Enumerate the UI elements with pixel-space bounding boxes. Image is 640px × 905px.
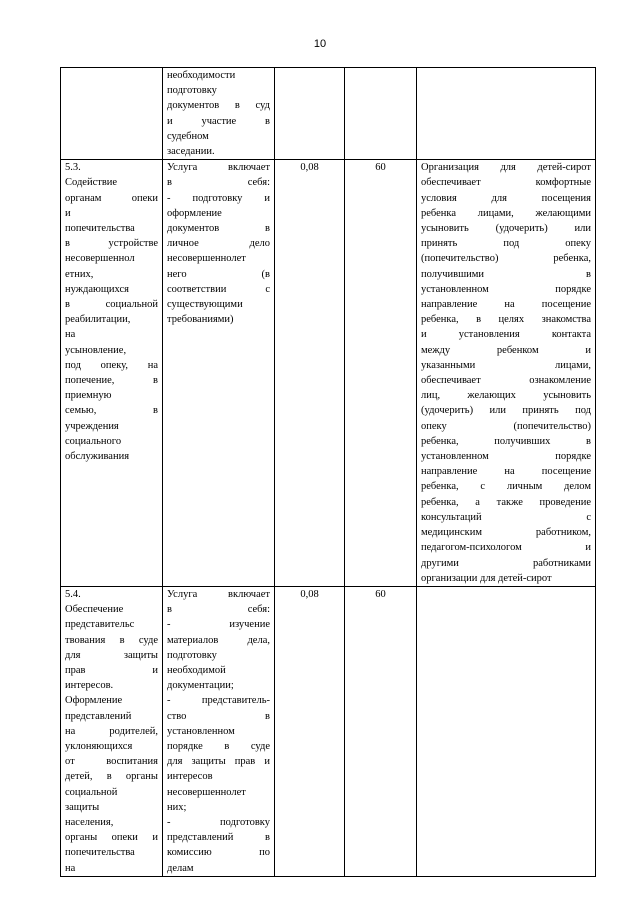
result-cell [417,160,596,587]
cell-line: ребенка, в целях знакомства [421,314,591,326]
cell-line: приемную [65,390,112,402]
cell-line: и участие в [167,115,270,127]
cell-line: другими работниками [421,557,591,569]
cell-line: от воспитания [65,756,158,768]
cell-line: в социальной [65,299,158,311]
cell-line: условия для посещения [421,192,591,204]
cell-line: ребенка, получивших в [421,435,591,447]
table-row [61,586,596,876]
page-number: 10 [313,38,327,50]
cell-line: органам опеки [65,192,158,204]
service-name-cell [61,160,163,587]
cell-line: етних, [65,268,94,280]
cell-line: - изучение [167,619,270,631]
cell-line: несовершеннолет [167,786,246,798]
cell-line: населения, [65,816,114,828]
cell-line: Организация для детей-сирот [421,162,591,174]
cell-line: консультаций с [421,511,591,523]
cell-line: Обеспечение [65,604,124,616]
cell-line: них; [167,801,187,813]
table-row [61,160,596,587]
time-cell: 60 [345,586,417,876]
coefficient-cell [275,68,345,160]
time-cell [345,68,417,160]
cell-line: интересов. [65,680,114,692]
cell-line: семью, в [65,405,158,417]
cell-line: лиц, желающих усыновить [421,390,591,402]
cell-line: Оформление [65,695,123,707]
cell-line: направление на посещение [421,466,591,478]
cell-line: учреждения [65,420,119,432]
cell-line: оформление [167,207,222,219]
cell-line: ство в [167,710,270,722]
service-name-cell [61,586,163,876]
cell-line: Услуга включает [167,162,270,174]
cell-line: социального [65,435,122,447]
cell-line: установленном [167,725,235,737]
table-row [61,68,596,160]
cell-line: защиты [65,801,100,813]
cell-line: документов в [167,223,270,235]
service-name-cell [61,68,163,160]
cell-line: подготовку [167,649,217,661]
cell-line: педагогом-психологом и [421,542,591,554]
cell-line: на [65,862,76,874]
cell-line: подготовку [167,85,217,97]
cell-line: несовершеннолет [167,253,246,265]
coefficient-cell: 0,08 [275,586,345,876]
cell-line: - подготовку и [167,192,270,204]
cell-line: требованиями) [167,314,234,326]
cell-line: порядке в суде [167,740,270,752]
cell-line: заседании. [167,146,215,158]
cell-line: установленном порядке [421,451,591,463]
cell-line: медицинским работником, [421,527,591,539]
services-table [60,67,596,877]
cell-line: судебном [167,130,209,142]
cell-line: Содействие [65,177,118,189]
cell-line: направление на посещение [421,299,591,311]
cell-line: Услуга включает [167,588,270,600]
cell-line: документов в суд [167,100,270,112]
service-content-cell [163,160,275,587]
cell-line: уклоняющихся [65,740,133,752]
cell-line: соответствии с [167,283,270,295]
cell-line: органы опеки и [65,832,158,844]
cell-line: существующими [167,299,243,311]
cell-line: обеспечивает ознакомление [421,375,591,387]
cell-line: - представитель- [167,695,270,707]
cell-line: и [65,207,71,219]
cell-line: в устройстве [65,238,158,250]
cell-line: опеку (попечительство) [421,420,591,432]
time-cell: 60 [345,160,417,587]
cell-line: материалов дела, [167,634,270,646]
cell-line: указанными лицами, [421,359,591,371]
cell-line: - подготовку [167,816,270,828]
cell-line: (попечительство) ребенка, [421,253,591,265]
cell-line: попечительства [65,847,135,859]
cell-line: попечительства [65,223,135,235]
cell-line: представлений в [167,832,270,844]
cell-line: и установления контакта [421,329,591,341]
cell-line: организации для детей-сирот [421,572,552,584]
result-cell [417,586,596,876]
cell-line: реабилитации, [65,314,131,326]
result-cell [417,68,596,160]
cell-line: комиссию по [167,847,270,859]
cell-line: 5.4. [65,588,81,600]
cell-line: детей, в органы [65,771,158,783]
cell-line: в себя: [167,604,270,616]
cell-line: ребенка, с личным делом [421,481,591,493]
cell-line: для защиты [65,649,158,661]
cell-line: усыновить (удочерить) или [421,223,591,235]
cell-line: представительс [65,619,135,631]
cell-line: под опеку, на [65,359,158,371]
cell-line: (удочерить) или принять под [421,405,591,417]
cell-line: несовершеннол [65,253,135,265]
service-content-cell [163,68,275,160]
cell-line: для защиты прав и [167,756,270,768]
cell-line: прав и [65,664,158,676]
cell-line: попечение, в [65,375,158,387]
cell-line: интересов [167,771,213,783]
cell-line: социальной [65,786,118,798]
service-content-cell [163,586,275,876]
cell-line: в себя: [167,177,270,189]
cell-line: необходимости [167,70,236,81]
cell-line: усыновление, [65,344,127,356]
cell-line: необходимой [167,664,226,676]
cell-line: установленном порядке [421,283,591,295]
cell-line: твования в суде [65,634,158,646]
cell-line: между ребенком и [421,344,591,356]
cell-line: принять под опеку [421,238,591,250]
cell-line: 5.3. [65,162,81,174]
cell-line: обеспечивает комфортные [421,177,591,189]
cell-line: получившими в [421,268,591,280]
coefficient-cell: 0,08 [275,160,345,587]
cell-line: представлений [65,710,132,722]
cell-line: него (в [167,268,270,280]
cell-line: ребенка лицами, желающими [421,207,591,219]
cell-line: документации; [167,680,234,692]
cell-line: на родителей, [65,725,158,737]
cell-line: нуждающихся [65,283,129,295]
cell-line: личное дело [167,238,270,250]
cell-line: делам [167,862,194,874]
cell-line: ребенка, а также проведение [421,496,591,508]
cell-line: обслуживания [65,451,130,463]
cell-line: на [65,329,76,341]
